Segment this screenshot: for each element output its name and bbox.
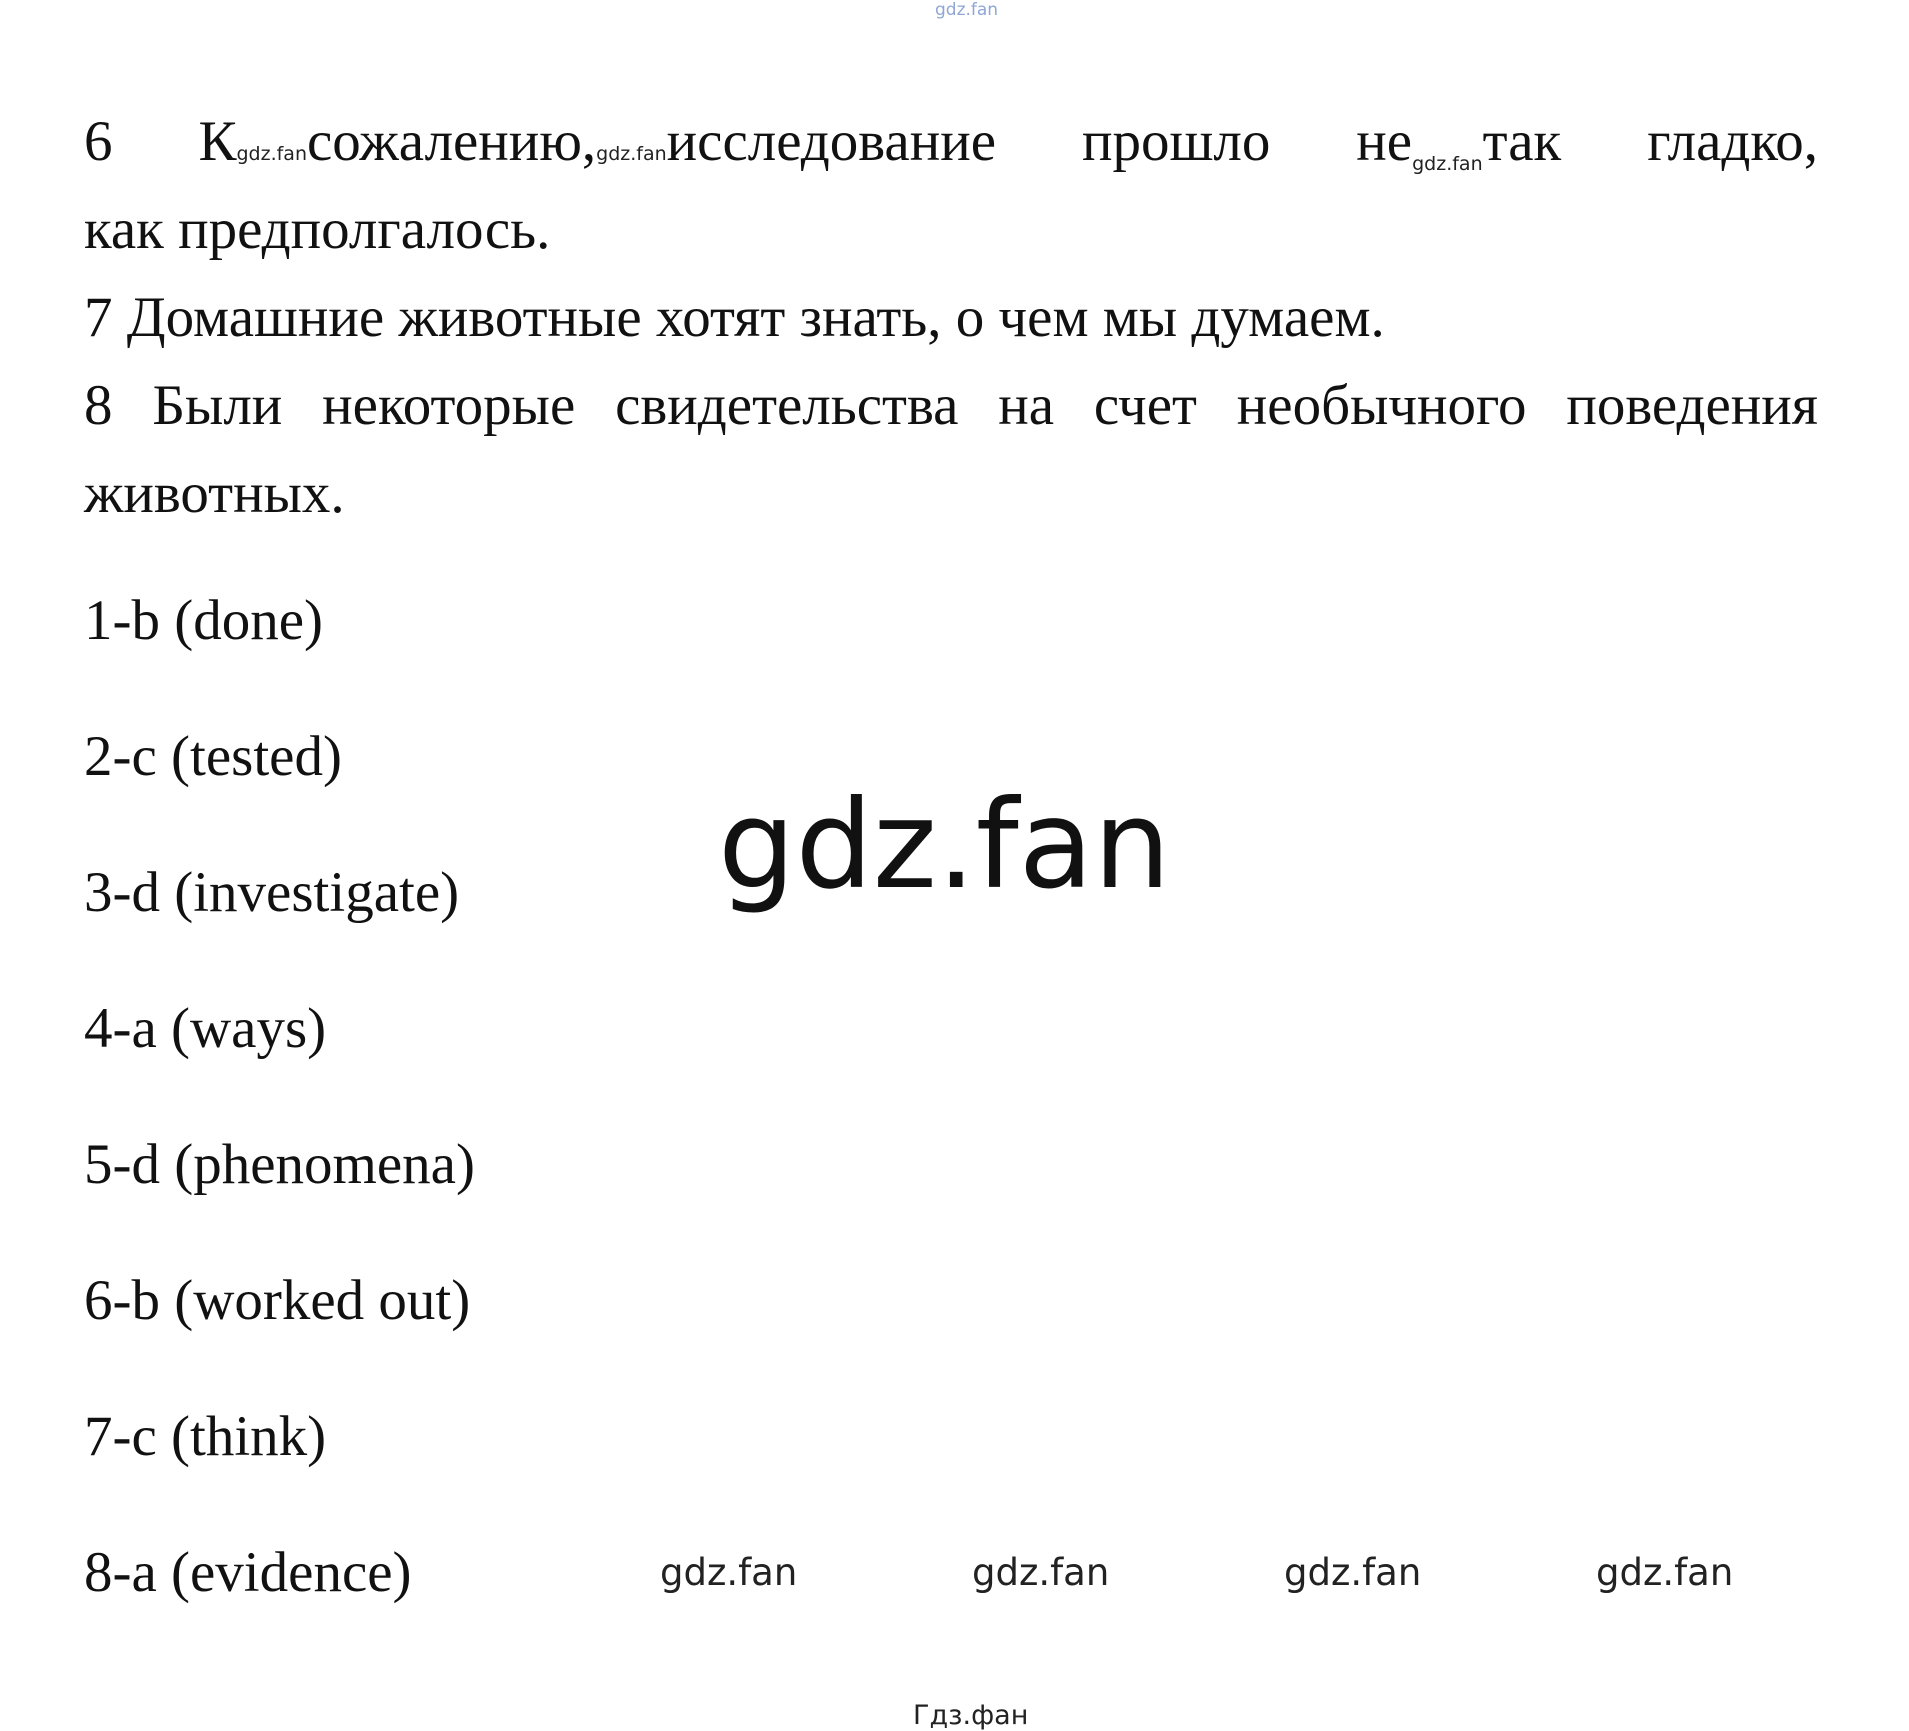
sentence-6-number: 6 — [84, 110, 113, 173]
sentence-8-word: свидетельства — [615, 374, 959, 437]
sentence-6-line-1 — [84, 98, 1818, 186]
sentence-8-word: счет — [1093, 374, 1197, 437]
answer-list — [84, 586, 475, 1674]
sentence-8-line-2: животных. — [84, 462, 345, 525]
watermark-row-item: gdz.fan — [1596, 1551, 1734, 1594]
sentence-6-line-2: как предполгалось. — [84, 198, 551, 261]
sentence-8-word: необычного — [1236, 374, 1527, 437]
answer-item: 2-c (tested) — [84, 725, 342, 788]
sentence-8-line-1 — [84, 362, 1818, 450]
watermark-top: gdz.fan — [935, 0, 999, 20]
watermark-inline: gdz.fan — [236, 143, 307, 165]
watermark-inline: gdz.fan — [596, 143, 667, 165]
answer-item: 3-d (investigate) — [84, 861, 460, 924]
answer-item: 4-a (ways) — [84, 997, 327, 1060]
answer-item: 6-b (worked out) — [84, 1269, 471, 1332]
sentence-8-word: на — [998, 374, 1055, 437]
sentence-8-word: 8 — [84, 374, 113, 437]
sentence-6-word: неgdz.fanтак — [1356, 110, 1562, 175]
sentence-6-word: прошло — [1082, 110, 1271, 173]
answer-item: 7-c (think) — [84, 1405, 327, 1468]
sentence-8-word: поведения — [1566, 374, 1818, 437]
translation-text — [84, 98, 1818, 538]
sentence-8-word: некоторые — [322, 374, 576, 437]
watermark-inline: gdz.fan — [1412, 153, 1483, 175]
sentence-8-word: Были — [152, 374, 283, 437]
answer-item: 1-b (done) — [84, 589, 323, 652]
answer-item: 8-a (evidence) — [84, 1541, 412, 1604]
answer-item: 5-d (phenomena) — [84, 1133, 475, 1196]
watermark-center: gdz.fan — [718, 774, 1171, 916]
sentence-7: 7 Домашние животные хотят знать, о чем мы думаем. — [84, 286, 1385, 349]
watermark-bottom: Гдз.фан — [913, 1700, 1029, 1731]
watermark-row-item: gdz.fan — [660, 1551, 798, 1594]
watermark-row-item: gdz.fan — [1284, 1551, 1422, 1594]
watermark-row-item: gdz.fan — [972, 1551, 1110, 1594]
sentence-6-word: гладко, — [1647, 110, 1818, 173]
sentence-6-word: Кgdz.fanсожалению,gdz.fanисследование — [198, 110, 997, 173]
